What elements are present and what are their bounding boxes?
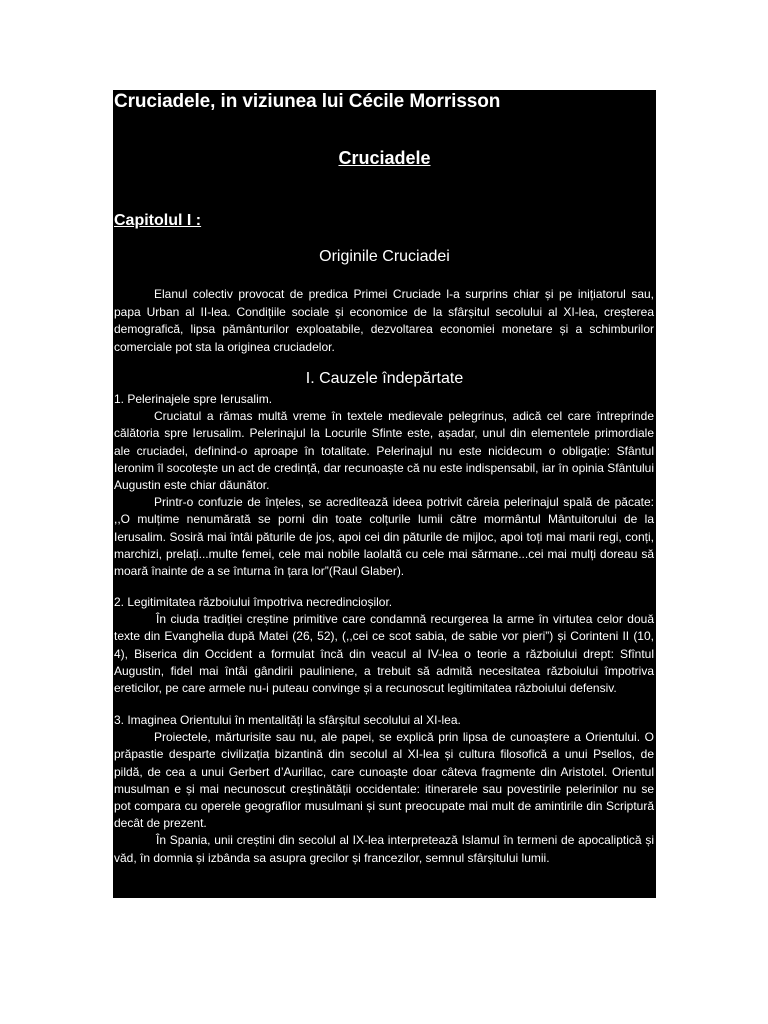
paragraph: În ciuda tradiției creștine primitive care condamnă recurgerea la arme în virtutea celor două texte din Evanghelia după Matei (26, 52), (,,cei ce scot sabia, de sabie vor pieri”) și Corinteni II (10, 4), Biserica din Occident a formulat încă din veacul al IV-lea o teorie a războiului drept: Sfîntul Augustin, fidel mai întâi gândirii pauliniene, a trebuit să admită necesitatea războiului împotriva ereticilor, pe care armele nu-i puteau convinge și a recunoscut legitimitatea războiului defensiv. xyxy=(114,612,654,696)
chapter-heading: Capitolul I : xyxy=(114,212,202,229)
subsection-heading: 2. Legitimitatea războiului împotriva necredincioșilor. xyxy=(114,595,393,609)
paragraph: Printr-o confuzie de înțeles, se acreditează ideea potrivit căreia pelerinajul spală de păcate: ,,O mulțime nenumărată se porni din toate colțurile lumii către mormântul Mântuitorului de la Ierusalim. Sosiră mai întâi păturile de jos, apoi cei din păturile de mijloc, apoi toți mai marii regi, conți, marchizi, prelați...multe femei, cele mai nobile laolaltă cu cele mai sărmane...cei mai mulți doreau să moară înainte de a se înturna în țara lor”(Raul Glaber). xyxy=(114,495,654,579)
paragraph: Proiectele, mărturisite sau nu, ale papei, se explică prin lipsa de cunoaștere a Orientului. O prăpastie desparte civilizația bizantină din secolul al XI-lea și cultura filosofică a unui Psellos, de pildă, de cea a unui Gerbert d’Aurillac, care cunoaște doar câteva fragmente din Aristotel. Orientul musulman e și mai necunoscut creștinătății occidentale: itinerarele sau povestirile pelerinilor nu se pot compara cu operele geografilor musulmani și sunt preocupate mai mult de amintirile din Scriptură decât de prezent. xyxy=(114,730,654,831)
section-orient-image xyxy=(114,712,654,867)
document-title: Cruciadele, in viziunea lui Cécile Morrisson xyxy=(114,91,501,112)
subsection-heading: 1. Pelerinajele spre Ierusalim. xyxy=(114,392,273,406)
section-pilgrimages xyxy=(114,391,654,580)
section-legitimacy xyxy=(114,594,654,697)
document-page xyxy=(113,90,656,898)
intro-paragraph: Elanul colectiv provocat de predica Primei Cruciade l-a surprins chiar și pe inițiatorul sau, papa Urban al II-lea. Condițiile sociale și economice de la sfârșitul secolului al XI-lea, creșterea demografică, lipsa pământurilor exploatabile, dezvoltarea economiei monetare și a schimburilor comerciale pot sta la originea cruciadelor. xyxy=(114,287,654,354)
section-heading: Originile Cruciadei xyxy=(319,248,450,265)
main-heading: Cruciadele xyxy=(338,148,431,168)
paragraph: În Spania, unii creștini din secolul al IX-lea interpretează Islamul în termeni de apocaliptică și văd, în domnia și izbânda sa asupra grecilor și francezilor, semnul sfârșitului lumii. xyxy=(114,833,654,865)
paragraph: Cruciatul a rămas multă vreme în textele medievale pelegrinus, adică cel care întreprinde călătoria spre Ierusalim. Pelerinajul la Locurile Sfinte este, așadar, unul din elementele primordiale ale cruciadei, definind-o aproape în totalitate. Pelerinajul nu este nicidecum o obligație: Sfântul Ieronim îl socotește un act de credință, dar recunoaște că nu este indispensabil, iar în opinia Sfântului Augustin este chiar dăunător. xyxy=(114,409,654,493)
part-heading: I. Cauzele îndepărtate xyxy=(305,370,464,387)
subsection-heading: 3. Imaginea Orientului în mentalități la sfârșitul secolului al XI-lea. xyxy=(114,713,461,727)
